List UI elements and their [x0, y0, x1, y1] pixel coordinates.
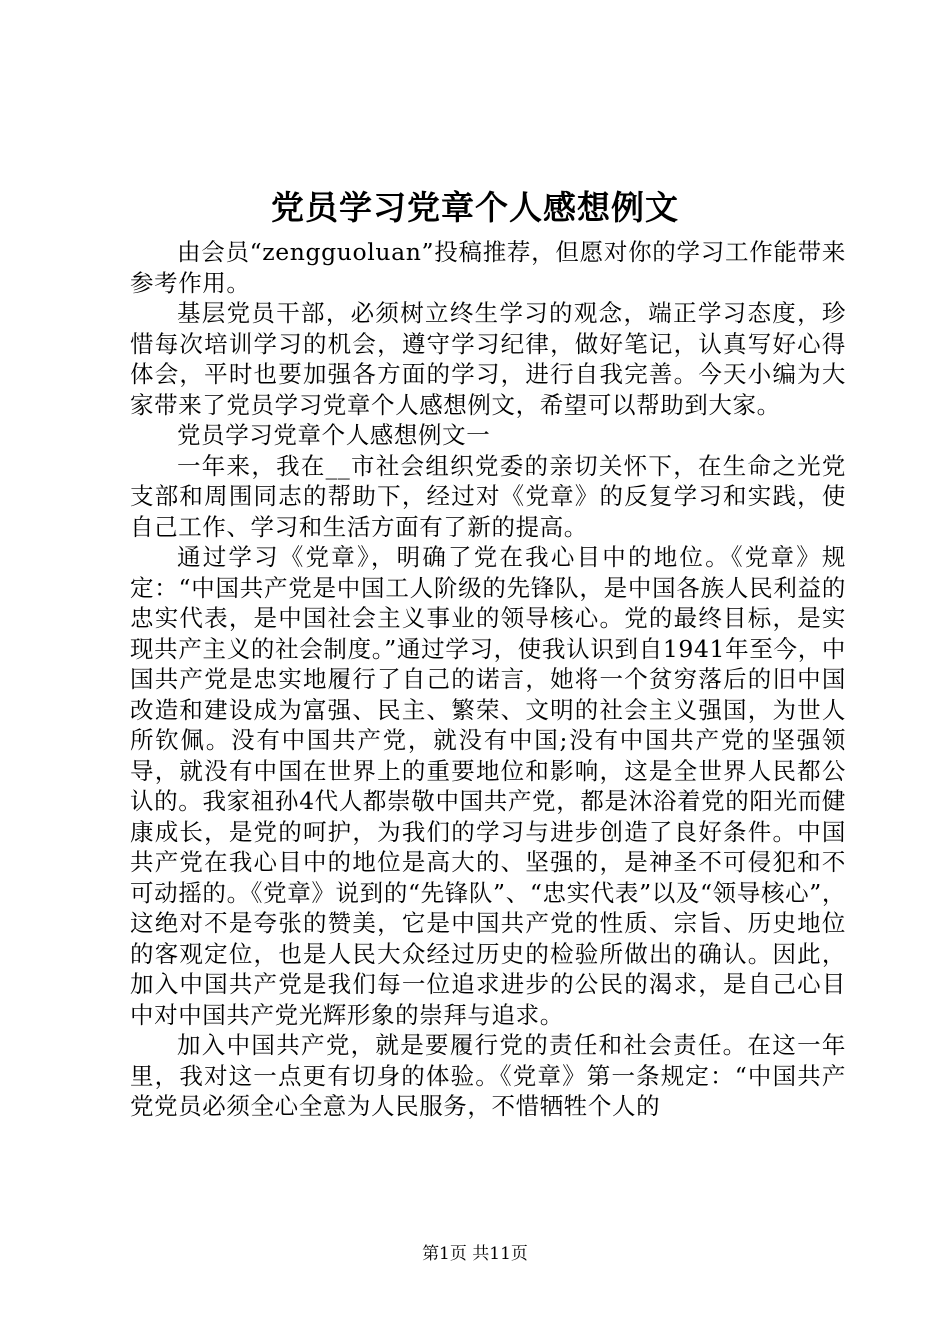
- section-heading: 党员学习党章个人感想例文一: [177, 421, 491, 449]
- body-paragraph: 一年来，我在__市社会组织党委的亲切关怀下，在生命之光党支部和周围同志的帮助下，经过对《党章》的反复学习和实践，使自己工作、学习和生活方面有了新的提高。: [130, 451, 846, 541]
- document-title: 党员学习党章个人感想例文: [271, 188, 679, 227]
- page-number-footer: 第1页 共11页: [422, 1244, 528, 1264]
- body-paragraph: 加入中国共产党，就是要履行党的责任和社会责任。在这一年里，我对这一点更有切身的体验。《党章》第一条规定：“中国共产党党员必须全心全意为人民服务，不惜牺牲个人的: [130, 1031, 846, 1120]
- body-paragraph: 通过学习《党章》，明确了党在我心目中的地位。《党章》规定：“中国共产党是中国工人阶级的先锋队，是中国各族人民利益的忠实代表，是中国社会主义事业的领导核心。党的最终目标，是实现共产主义的社会制度。”通过学习，使我认识到自1941年至今，中国共产党是忠实地履行了自己的诺言，她将一个贫穷落后的旧中国改造和建设成为富强、民主、繁荣、文明的社会主义强国，为世人所钦佩。没有中国共产党，就没有中国;没有中国共产党的坚强领导，就没有中国在世界上的重要地位和影响，这是全世界人民都公认的。我家祖孙4代人都崇敬中国共产党，都是沐浴着党的阳光而健康成长，是党的呵护，为我们的学习与进步创造了良好条件。中国共产党在我心目中的地位是高大的、坚强的，是神圣不可侵犯和不可动摇的。《党章》说到的“先锋队”、“忠实代表”以及“领导核心”，这绝对不是夸张的赞美，它是中国共产党的性质、宗旨、历史地位的客观定位，也是人民大众经过历史的检验所做出的确认。因此，加入中国共产党是我们每一位追求进步的公民的渴求，是自己心目中对中国共产党光辉形象的崇拜与追求。: [130, 543, 846, 1029]
- document-body: [130, 237, 846, 1122]
- intro-paragraph: 由会员“zengguoluan”投稿推荐，但愿对你的学习工作能带来参考作用。: [130, 238, 846, 297]
- body-paragraph: 基层党员干部，必须树立终生学习的观念，端正学习态度，珍惜每次培训学习的机会，遵守学习纪律，做好笔记，认真写好心得体会，平时也要加强各方面的学习，进行自我完善。今天小编为大家带来了党员学习党章个人感想例文，希望可以帮助到大家。: [130, 299, 846, 419]
